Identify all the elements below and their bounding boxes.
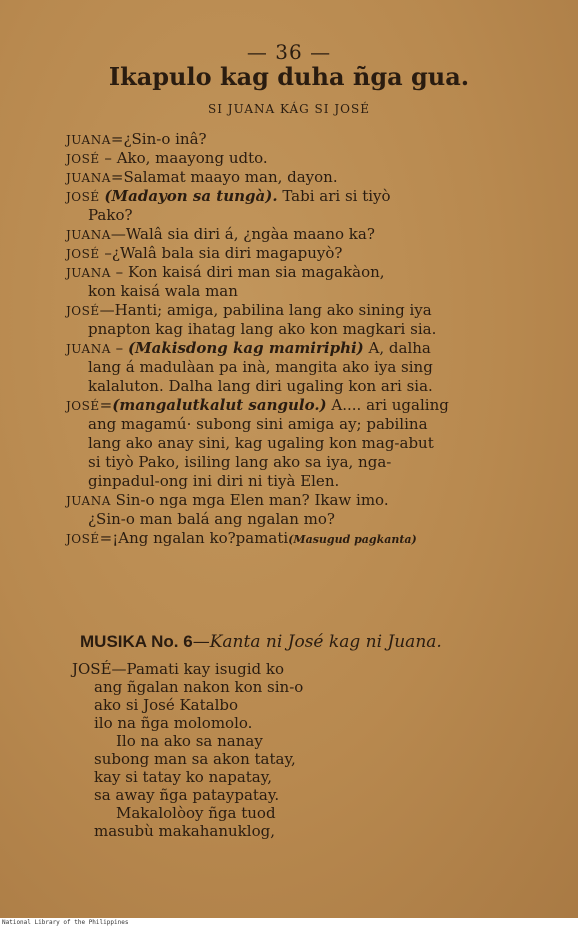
separator: — (99, 301, 115, 319)
musika-label: MUSIKA No. 6 (80, 632, 193, 651)
line-text: Sin-o nga mga Elen man? Ikaw imo. (115, 491, 389, 509)
song-lyrics (72, 660, 492, 840)
dialog-continuation: Pako? (88, 206, 133, 224)
dialog-continuation: pnapton kag ihatag lang ako kon magkari sia. (88, 320, 437, 338)
separator: – (99, 244, 112, 262)
separator: – (110, 339, 128, 357)
dialog-line (66, 130, 526, 149)
dialog-continuation: lang ako anay sini, kag ugaling kon mag-abut (88, 434, 434, 452)
dialog-line (66, 301, 526, 320)
speaker: JUANA (66, 228, 111, 242)
speaker: JOSÉ (66, 532, 100, 546)
song-line: subong man sa akon tatay, (94, 750, 296, 768)
song-line: masubù makahanuklog, (94, 822, 275, 840)
line-text: A.... ari ugaling (326, 396, 449, 414)
song-line: JOSÉ—Pamati kay isugid ko (72, 660, 284, 678)
separator: — (110, 225, 126, 243)
song-line: ilo na ñga molomolo. (94, 714, 253, 732)
speaker: JUANA (66, 342, 111, 356)
line-text: Hanti; amiga, pabilina lang ako sining iya (114, 301, 432, 319)
dialog-continuation: kon kaisá wala man (88, 282, 238, 300)
dialog-line (66, 263, 526, 282)
line-text: ¡Ang ngalan ko?pamati (112, 529, 289, 547)
song-line: Ilo na ako sa nanay (116, 732, 263, 750)
dialog-line (66, 149, 526, 168)
dialog-continuation: ginpadul-ong ini diri ni tiyà Elen. (88, 472, 340, 490)
speaker: JUANA (66, 171, 111, 185)
musika-heading (80, 632, 530, 652)
separator: = (99, 396, 113, 414)
page-number: — 36 — (246, 40, 332, 64)
dialog-continuation: lang á madulàan pa inà, mangita ako iya sing (88, 358, 433, 376)
dialog-line (66, 339, 526, 358)
dialog-line (66, 168, 526, 187)
song-line: ang ñgalan nakon kon sin-o (94, 678, 304, 696)
separator: – (99, 149, 117, 167)
speaker: JOSÉ (66, 190, 100, 204)
speaker: JOSÉ (66, 399, 100, 413)
library-credit: National Library of the Philippines (0, 918, 578, 927)
dialog-block (66, 130, 526, 548)
line-text: Salamat maayo man, dayon. (123, 168, 338, 186)
stage-direction: (Makisdong kag mamiriphi) (127, 339, 364, 357)
line-text: A, dalha (363, 339, 431, 357)
separator: = (99, 529, 113, 547)
line-text: Tabi ari si tiyò (277, 187, 391, 205)
separator: – (110, 263, 128, 281)
dialog-continuation: kalaluton. Dalha lang diri ugaling kon ari sia. (88, 377, 433, 395)
dialog-line (66, 529, 526, 548)
separator: = (110, 130, 124, 148)
speaker: JUANA (66, 266, 111, 280)
speaker: JOSÉ (66, 152, 100, 166)
speaker: JUANA (66, 133, 111, 147)
song-line: ako si José Katalbo (94, 696, 239, 714)
dialog-line (66, 187, 526, 206)
dialog-continuation: ang magamú· subong sini amiga ay; pabilina (88, 415, 428, 433)
speaker: JOSÉ (66, 247, 100, 261)
dialog-line (66, 491, 526, 510)
speaker: JUANA (66, 494, 111, 508)
line-text: ¿Walâ bala sia diri magapuyò? (111, 244, 343, 262)
musika-title: —Kanta ni José kag ni Juana. (192, 632, 442, 652)
speaker: JOSÉ (66, 304, 100, 318)
line-text: Kon kaisá diri man sia magakàon, (127, 263, 385, 281)
chapter-title: Ikapulo kag duha ñga gua. (108, 62, 470, 91)
line-text: Walâ sia diri á, ¿ngàa maano ka? (125, 225, 375, 243)
song-line: kay si tatay ko napatay, (94, 768, 272, 786)
stage-direction: (Masugud pagkanta) (288, 533, 417, 546)
stage-direction: (mangalutkalut sangulo.) (112, 396, 327, 414)
dialog-continuation: si tiyò Pako, isiling lang ako sa iya, nga- (88, 453, 392, 471)
dialog-continuation: ¿Sin-o man balá ang ngalan mo? (88, 510, 335, 528)
dialog-line (66, 244, 526, 263)
scene-subtitle: SI JUANA KÁG SI JOSÉ (208, 102, 370, 116)
stage-direction: (Madayon sa tungà). (104, 187, 278, 205)
dialog-line (66, 225, 526, 244)
line-text: ¿Sin-o inâ? (123, 130, 207, 148)
separator: = (110, 168, 124, 186)
song-line: sa away ñga pataypatay. (94, 786, 280, 804)
dialog-line (66, 396, 526, 415)
line-text: Ako, maayong udto. (116, 149, 268, 167)
song-line: Makalolòoy ñga tuod (116, 804, 276, 822)
